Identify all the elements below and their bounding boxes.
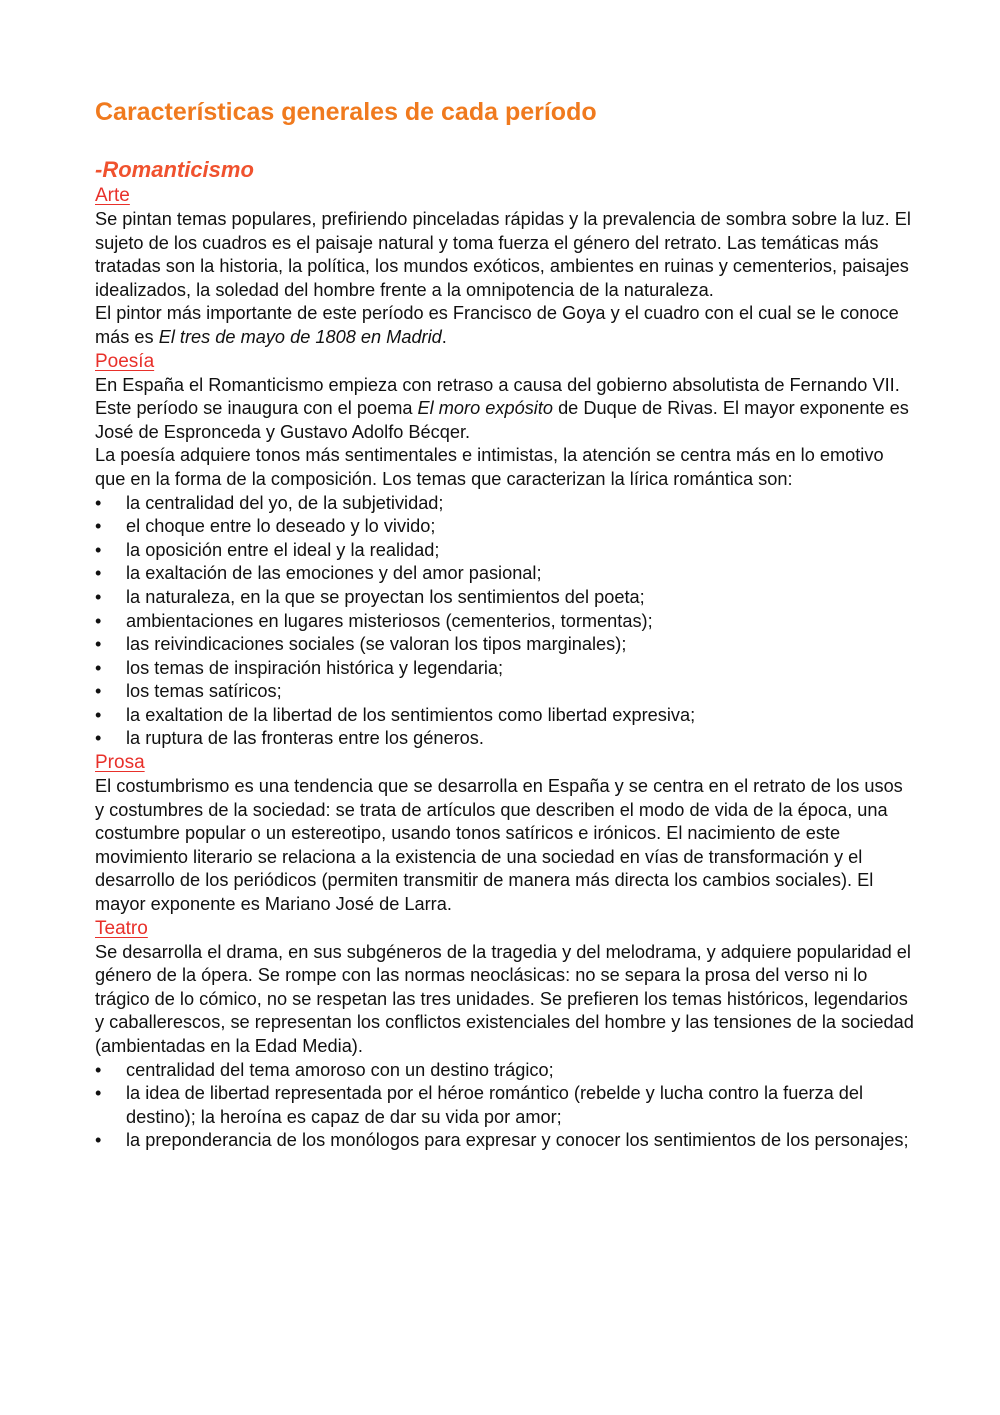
list-item: • la idea de libertad representada por el héroe romántico (rebelde y lucha contro la fuerza del destino); la heroína es capaz de dar su vida por amor; [95, 1082, 915, 1129]
section-title-romanticismo: -Romanticismo [95, 157, 254, 182]
poem-title: El moro expósito [417, 398, 554, 419]
list-item: • la oposición entre el ideal y la realidad; [95, 539, 915, 563]
document-title: Características generales de cada período [95, 98, 597, 126]
list-item: • los temas de inspiración histórica y legendaria; [95, 657, 915, 681]
prosa-paragraph-1: El costumbrismo es una tendencia que se desarrolla en España y se centra en el retrato de los usos y costumbres de la sociedad: se trata de artículos que describen el modo de vida de la época, una costumbre popular o un estereotipo, usando tonos satíricos e irónicos. El nacimiento de este movimiento literario se relaciona a la existencia de una sociedad en vías de transformación y el desarrollo de los periódicos (permiten transmitir de manera más directa los cambios sociales). El mayor exponente es Mariano José de Larra. [95, 776, 903, 915]
list-item: • la ruptura de las fronteras entre los géneros. [95, 727, 915, 751]
list-item: • la naturaleza, en la que se proyectan los sentimientos del poeta; [95, 586, 915, 610]
arte-paragraph-2-text: El pintor más importante de este período es Francisco de Goya y el cuadro con el cual se le conoce más es [95, 303, 899, 347]
poesia-paragraph-2: La poesía adquiere tonos más sentimentales e intimistas, la atención se centra más en lo emotivo que en la forma de la composición. Los temas que caracterizan la lírica romántica son: [95, 445, 884, 489]
list-item: • los temas satíricos; [95, 680, 915, 704]
heading-prosa: Prosa [95, 752, 145, 774]
arte-paragraph-2-end: . [441, 326, 447, 347]
poesia-bullet-list [95, 492, 915, 752]
arte-paragraph-2 [95, 302, 915, 349]
list-item: • ambientaciones en lugares misteriosos (cementerios, tormentas); [95, 610, 915, 634]
artwork-title: El tres de mayo de 1808 en Madrid [158, 326, 442, 347]
heading-poesia: Poesía [95, 350, 155, 372]
poesia-paragraph-1-end: de Duque de Rivas. El mayor exponente es José de Espronceda y Gustavo Adolfo Bécqer. [95, 398, 909, 442]
poesia-paragraph-1 [95, 374, 915, 445]
list-item: • la centralidad del yo, de la subjetividad; [95, 492, 915, 516]
teatro-bullet-list [95, 1059, 915, 1153]
list-item: • las reivindicaciones sociales (se valoran los tipos marginales); [95, 633, 915, 657]
heading-teatro: Teatro [95, 917, 148, 939]
arte-paragraph-1: Se pintan temas populares, prefiriendo pinceladas rápidas y la prevalencia de sombra sobre la luz. El sujeto de los cuadros es el paisaje natural y toma fuerza el género del retrato. Las temáticas más tratadas son la historia, la política, los mundos exóticos, ambientes en ruinas y cementerios, paisajes idealizados, la soledad del hombre frente a la omnipotencia de la naturaleza. [95, 209, 911, 300]
list-item: • el choque entre lo deseado y lo vivido; [95, 515, 915, 539]
teatro-paragraph-1: Se desarrolla el drama, en sus subgéneros de la tragedia y del melodrama, y adquiere popularidad el género de la ópera. Se rompe con las normas neoclásicas: no se separa la prosa del verso ni lo trágico de lo cómico, no se respetan las tres unidades. Se prefieren los temas históricos, legendarios y caballerescos, se representan los conflictos existenciales del hombre y las tensiones de la sociedad (ambientadas en la Edad Media). [95, 941, 914, 1056]
list-item: • la preponderancia de los monólogos para expresar y conocer los sentimientos de los personajes; [95, 1129, 915, 1153]
document-page [95, 96, 915, 1153]
list-item: • la exaltación de las emociones y del amor pasional; [95, 562, 915, 586]
list-item: • la exaltation de la libertad de los sentimientos como libertad expresiva; [95, 704, 915, 728]
heading-arte: Arte [95, 185, 130, 206]
poesia-paragraph-1-text: En España el Romanticismo empieza con retraso a causa del gobierno absolutista de Fernando VII. Este período se inaugura con el poema [95, 374, 900, 419]
list-item: • centralidad del tema amoroso con un destino trágico; [95, 1059, 915, 1083]
